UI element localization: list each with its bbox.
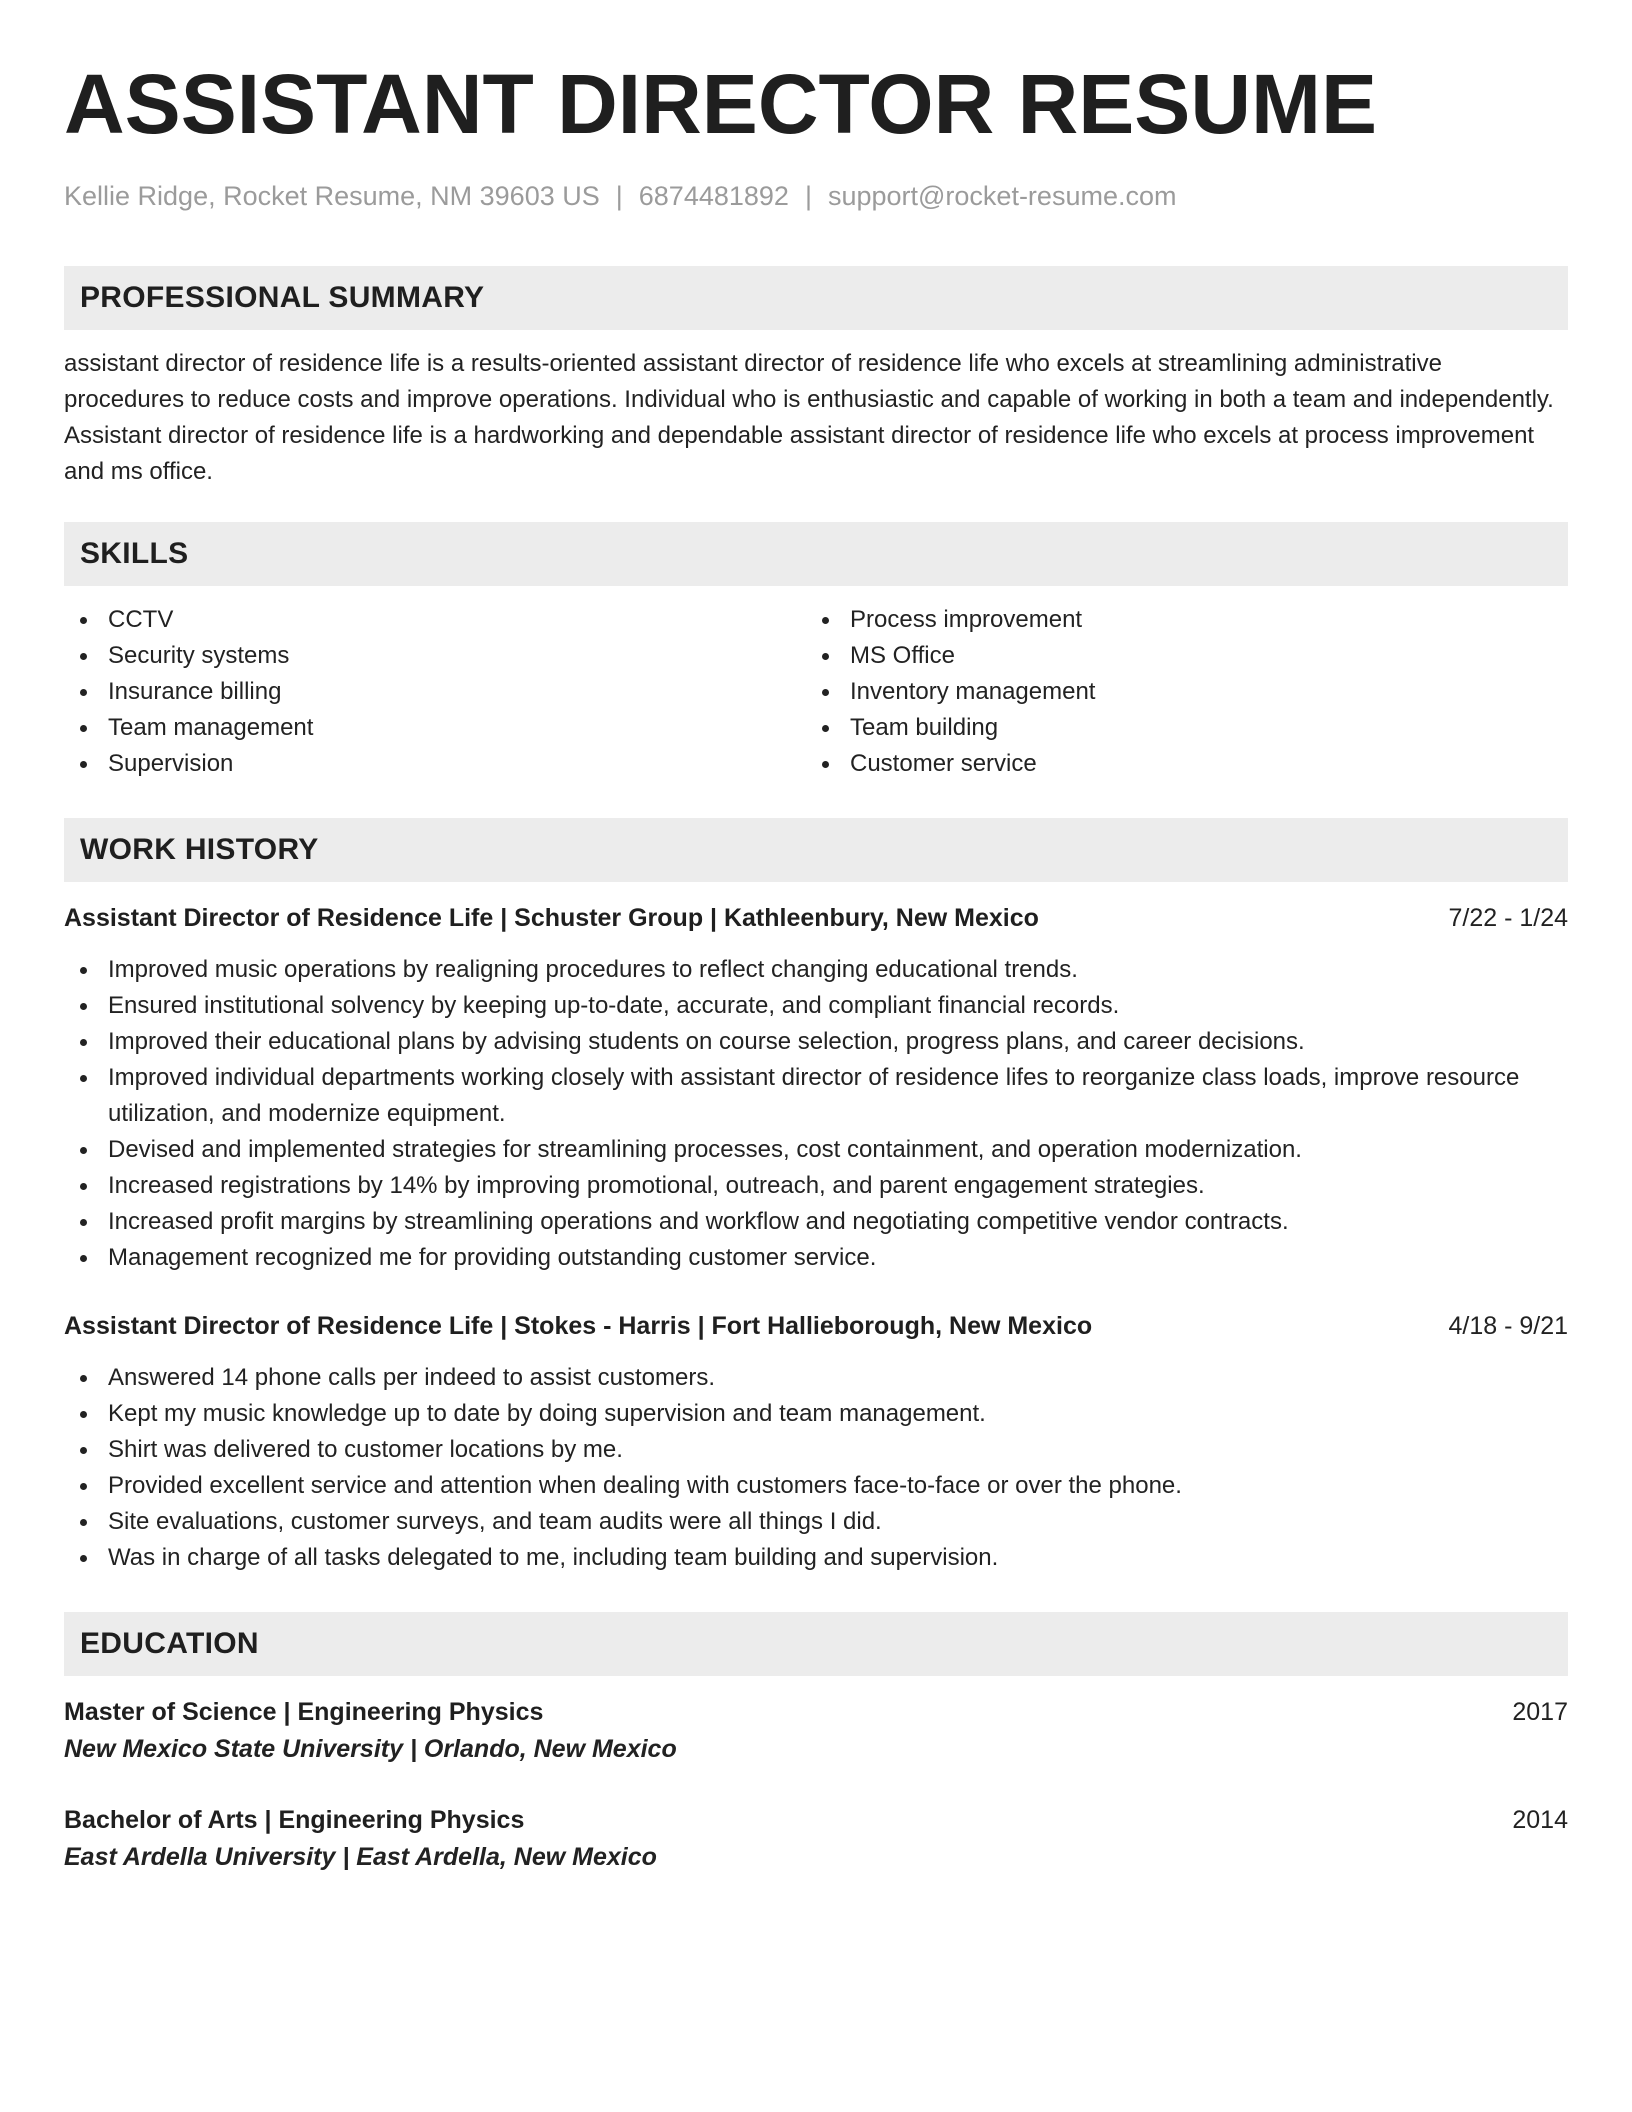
contact-separator: | bbox=[804, 181, 812, 211]
bullet-dot bbox=[80, 1375, 87, 1382]
skill-item: Process improvement bbox=[806, 602, 1548, 638]
job-title: Assistant Director of Residence Life | Stokes - Harris | Fort Hallieborough, New Mexico bbox=[64, 1312, 1093, 1340]
bullet-dot bbox=[80, 617, 87, 624]
skill-item: Customer service bbox=[806, 746, 1548, 782]
skill-item: Supervision bbox=[64, 746, 806, 782]
work-history-heading: WORK HISTORY bbox=[64, 818, 1568, 882]
contact-address: Kellie Ridge, Rocket Resume, NM 39603 US bbox=[64, 181, 600, 211]
job-bullet: Improved their educational plans by advising students on course selection, progress plans, and career decisions. bbox=[64, 1024, 1568, 1060]
job-bullet: Increased registrations by 14% by improving promotional, outreach, and parent engagement strategies. bbox=[64, 1168, 1568, 1204]
job-dates: 7/22 - 1/24 bbox=[1448, 904, 1568, 932]
bullet-dot bbox=[80, 1075, 87, 1082]
education-year: 2017 bbox=[1512, 1698, 1568, 1726]
job-bullet-list bbox=[64, 952, 1568, 1276]
education-heading: EDUCATION bbox=[64, 1612, 1568, 1676]
job-bullet: Improved individual departments working closely with assistant director of residence lifes to reorganize class loads, improve resource utilization, and modernize equipment. bbox=[64, 1060, 1568, 1132]
job-bullet: Was in charge of all tasks delegated to me, including team building and supervision. bbox=[64, 1540, 1568, 1576]
education-entry-header bbox=[64, 1694, 1568, 1730]
skills-column-left bbox=[64, 602, 806, 782]
education-school: New Mexico State University | Orlando, New Mexico bbox=[64, 1735, 677, 1763]
job-bullet: Improved music operations by realigning procedures to reflect changing educational trends. bbox=[64, 952, 1568, 988]
bullet-dot bbox=[822, 617, 829, 624]
bullet-dot bbox=[80, 1147, 87, 1154]
skill-item: Insurance billing bbox=[64, 674, 806, 710]
contact-line bbox=[64, 178, 1568, 214]
skills-column-right bbox=[806, 602, 1548, 782]
skill-item: MS Office bbox=[806, 638, 1548, 674]
education-degree: Master of Science | Engineering Physics bbox=[64, 1698, 544, 1726]
education-school: East Ardella University | East Ardella, New Mexico bbox=[64, 1843, 657, 1871]
education-degree: Bachelor of Arts | Engineering Physics bbox=[64, 1806, 525, 1834]
bullet-dot bbox=[80, 967, 87, 974]
bullet-dot bbox=[80, 1255, 87, 1262]
skills-grid bbox=[64, 602, 1568, 782]
job-bullet: Answered 14 phone calls per indeed to assist customers. bbox=[64, 1360, 1568, 1396]
skill-item: Team management bbox=[64, 710, 806, 746]
bullet-dot bbox=[822, 725, 829, 732]
bullet-dot bbox=[822, 653, 829, 660]
bullet-dot bbox=[80, 1039, 87, 1046]
bullet-dot bbox=[80, 1519, 87, 1526]
job-bullet: Devised and implemented strategies for streamlining processes, cost containment, and operation modernization. bbox=[64, 1132, 1568, 1168]
bullet-dot bbox=[80, 1219, 87, 1226]
bullet-dot bbox=[80, 1411, 87, 1418]
summary-heading: PROFESSIONAL SUMMARY bbox=[64, 266, 1568, 330]
bullet-dot bbox=[80, 1183, 87, 1190]
education-year: 2014 bbox=[1512, 1806, 1568, 1834]
skill-item: CCTV bbox=[64, 602, 806, 638]
skill-item: Inventory management bbox=[806, 674, 1548, 710]
bullet-dot bbox=[80, 1447, 87, 1454]
job-header bbox=[64, 1308, 1568, 1344]
skill-item: Security systems bbox=[64, 638, 806, 674]
skills-heading: SKILLS bbox=[64, 522, 1568, 586]
bullet-dot bbox=[80, 761, 87, 768]
job-bullet: Provided excellent service and attention when dealing with customers face-to-face or over the phone. bbox=[64, 1468, 1568, 1504]
bullet-dot bbox=[80, 689, 87, 696]
skill-item: Team building bbox=[806, 710, 1548, 746]
job-dates: 4/18 - 9/21 bbox=[1448, 1312, 1568, 1340]
bullet-dot bbox=[80, 725, 87, 732]
bullet-dot bbox=[80, 1003, 87, 1010]
job-bullet: Kept my music knowledge up to date by doing supervision and team management. bbox=[64, 1396, 1568, 1432]
job-bullet: Site evaluations, customer surveys, and team audits were all things I did. bbox=[64, 1504, 1568, 1540]
bullet-dot bbox=[822, 761, 829, 768]
job-bullet: Management recognized me for providing outstanding customer service. bbox=[64, 1240, 1568, 1276]
job-header bbox=[64, 900, 1568, 936]
bullet-dot bbox=[80, 1483, 87, 1490]
bullet-dot bbox=[80, 653, 87, 660]
contact-phone: 6874481892 bbox=[638, 181, 789, 211]
job-bullet-list bbox=[64, 1360, 1568, 1576]
bullet-dot bbox=[80, 1555, 87, 1562]
job-bullet: Increased profit margins by streamlining operations and workflow and negotiating competitive vendor contracts. bbox=[64, 1204, 1568, 1240]
resume-title: ASSISTANT DIRECTOR RESUME bbox=[64, 57, 1377, 151]
contact-email: support@rocket-resume.com bbox=[827, 181, 1177, 211]
education-entry-header bbox=[64, 1802, 1568, 1838]
job-bullet: Ensured institutional solvency by keeping up-to-date, accurate, and compliant financial records. bbox=[64, 988, 1568, 1024]
job-title: Assistant Director of Residence Life | Schuster Group | Kathleenbury, New Mexico bbox=[64, 904, 1039, 932]
bullet-dot bbox=[822, 689, 829, 696]
job-bullet: Shirt was delivered to customer locations by me. bbox=[64, 1432, 1568, 1468]
contact-separator: | bbox=[615, 181, 623, 211]
summary-text: assistant director of residence life is a results-oriented assistant director of residence life who excels at streamlining administrative procedures to reduce costs and improve operations. Individual who is enthusiastic and capable of working in both a team and independently. Assistant director of residence life is a hardworking and dependable assistant director of residence life who excels at process improvement and ms office. bbox=[64, 350, 1554, 485]
